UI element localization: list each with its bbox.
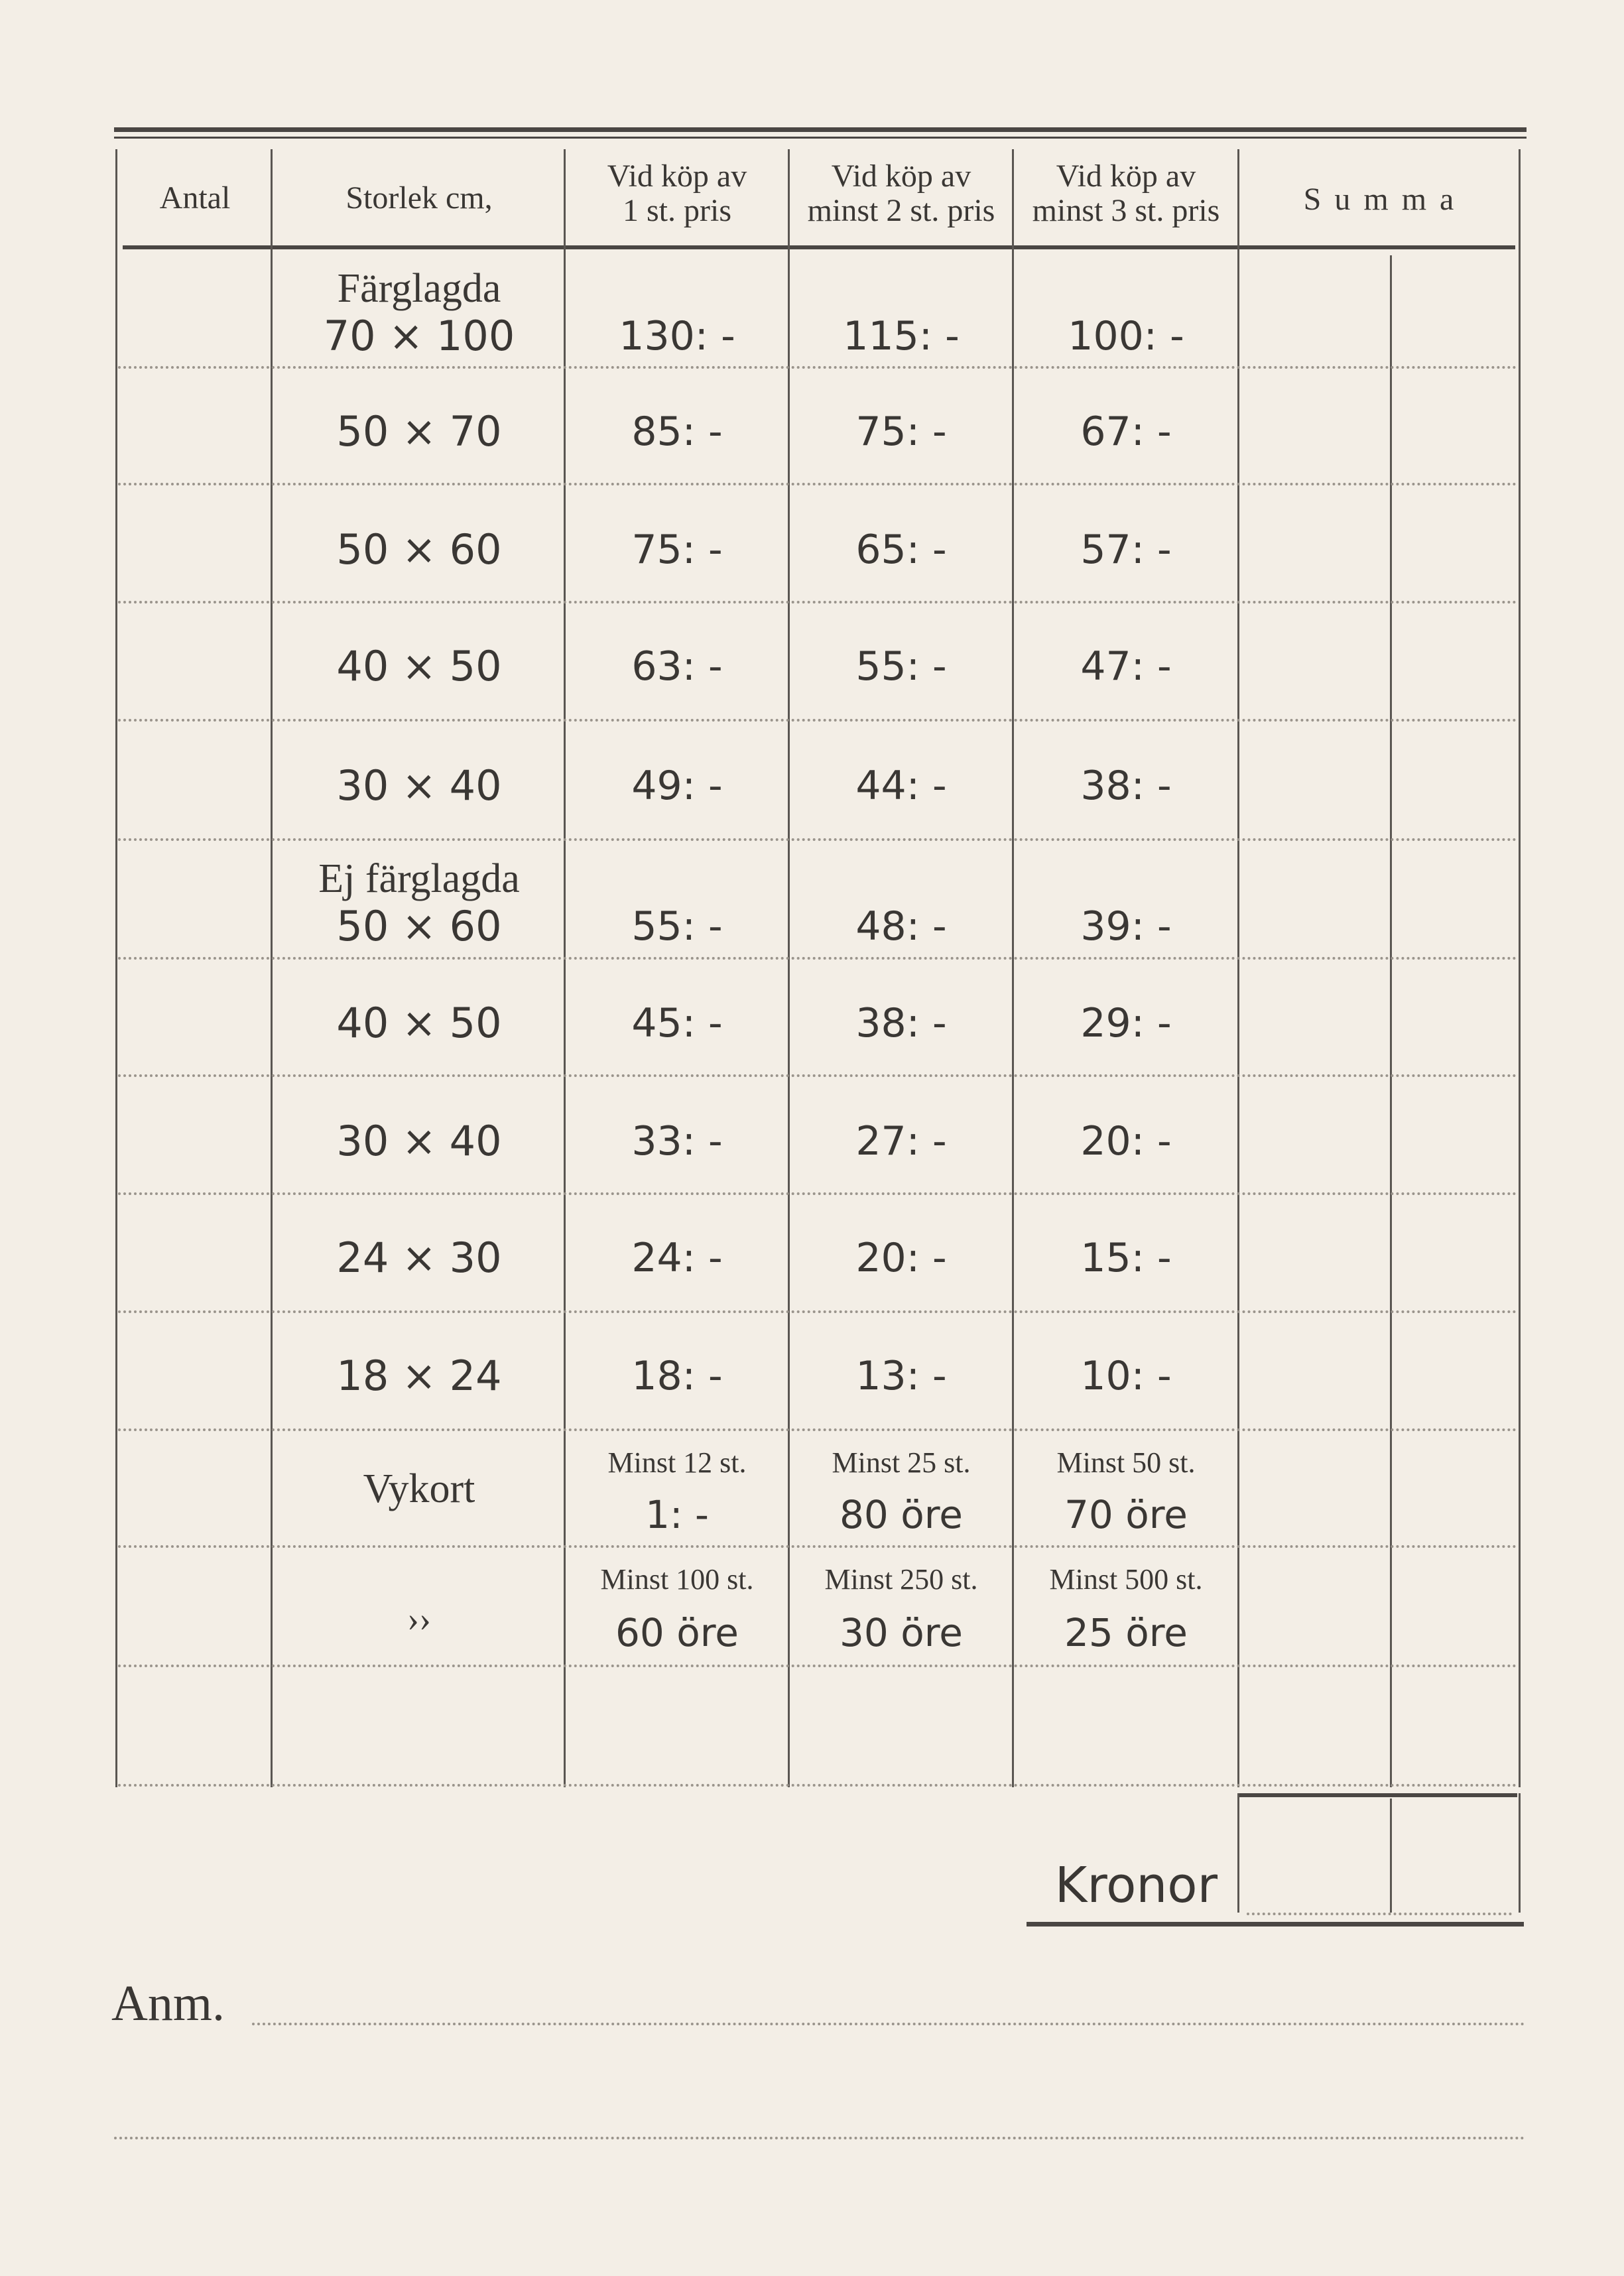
- row-sep-7: [118, 1074, 1517, 1077]
- price-cell-1: 45: -: [631, 1000, 723, 1046]
- col-line-1: [271, 149, 273, 1787]
- price-cell-2: 75: -: [855, 409, 947, 455]
- price-cell-2: 115: -: [843, 313, 960, 359]
- row-sep-9: [118, 1310, 1517, 1313]
- total-box-dots: [1247, 1913, 1512, 1915]
- row-sep-12: [118, 1665, 1517, 1667]
- price-cell-2: 55: -: [855, 643, 947, 690]
- row-sep-3: [118, 601, 1517, 603]
- row-sep-6: [118, 957, 1517, 960]
- price-cell-1: 75: -: [631, 527, 723, 573]
- price-cell-3: 20: -: [1080, 1118, 1172, 1165]
- size-cell: 30 × 40: [336, 1117, 502, 1165]
- price-cell-3: 100: -: [1068, 313, 1184, 359]
- price-cell-3: 10: -: [1080, 1353, 1172, 1399]
- price-cell-2: 27: -: [855, 1118, 947, 1165]
- price-cell-2: 48: -: [855, 903, 947, 950]
- price-cell-2: 13: -: [855, 1353, 947, 1399]
- size-cell: 50 × 70: [336, 407, 502, 456]
- row-sep-1: [118, 366, 1517, 369]
- vykort-price-1: 1: -: [645, 1492, 709, 1537]
- price-cell-3: 39: -: [1080, 903, 1172, 950]
- size-cell: 24 × 30: [336, 1233, 502, 1282]
- row-sep-11: [118, 1545, 1517, 1548]
- price-cell-1: 33: -: [631, 1118, 723, 1165]
- price-cell-3: 29: -: [1080, 1000, 1172, 1046]
- size-cell: 50 × 60: [336, 902, 502, 950]
- header-col3: [1013, 159, 1239, 228]
- row-sep-5: [118, 838, 1517, 841]
- price-cell-1: 49: -: [631, 763, 723, 809]
- top-rule-thin: [114, 137, 1527, 139]
- col-line-7: [1519, 149, 1521, 1787]
- vykort-min-5: Minst 250 st.: [824, 1563, 978, 1596]
- row-sep-13: [118, 1784, 1517, 1787]
- price-cell-3: 67: -: [1080, 409, 1172, 455]
- header-storlek: Storlek cm,: [345, 180, 493, 216]
- header-summa: S u m m a: [1303, 182, 1457, 217]
- price-cell-2: 65: -: [855, 527, 947, 573]
- vykort-price-5: 30 öre: [840, 1610, 963, 1655]
- price-cell-1: 130: -: [619, 313, 735, 359]
- col-line-0: [115, 149, 117, 1787]
- price-cell-2: 38: -: [855, 1000, 947, 1046]
- size-cell: 30 × 40: [336, 761, 502, 810]
- anm-label: Anm.: [111, 1976, 225, 2031]
- price-cell-2: 44: -: [855, 763, 947, 809]
- anm-line-2: [114, 2137, 1525, 2139]
- row-sep-10: [118, 1428, 1517, 1431]
- vykort-min-1: Minst 12 st.: [607, 1446, 747, 1479]
- anm-line-1: [252, 2023, 1525, 2025]
- header-col2: [789, 159, 1013, 228]
- col-line-2: [564, 149, 566, 1787]
- size-cell: 18 × 24: [336, 1352, 502, 1400]
- top-rule-thick: [114, 127, 1527, 132]
- size-cell: 50 × 60: [336, 525, 502, 574]
- header-col1: [565, 159, 789, 228]
- vykort-price-2: 80 öre: [840, 1492, 963, 1537]
- total-box-left: [1237, 1793, 1239, 1913]
- price-cell-3: 57: -: [1080, 527, 1172, 573]
- kronor-rule: [1027, 1922, 1524, 1927]
- price-cell-3: 38: -: [1080, 763, 1172, 809]
- total-box-top: [1239, 1793, 1517, 1797]
- vykort-min-6: Minst 500 st.: [1049, 1563, 1203, 1596]
- vykort-min-2: Minst 25 st.: [832, 1446, 971, 1479]
- header-col3-line2: minst 3 st. pris: [1032, 193, 1220, 228]
- price-cell-3: 15: -: [1080, 1235, 1172, 1281]
- row-sep-8: [118, 1192, 1517, 1195]
- header-col1-line2: 1 st. pris: [622, 193, 731, 228]
- header-rule: [123, 245, 1515, 249]
- vykort-label: Vykort: [363, 1466, 475, 1511]
- total-box-right: [1519, 1793, 1521, 1913]
- price-cell-1: 18: -: [631, 1353, 723, 1399]
- header-col2-line2: minst 2 st. pris: [807, 193, 995, 228]
- price-cell-3: 47: -: [1080, 643, 1172, 690]
- vykort-price-4: 60 öre: [615, 1610, 739, 1655]
- price-cell-1: 24: -: [631, 1235, 723, 1281]
- size-cell: 70 × 100: [323, 312, 515, 360]
- vykort-min-3: Minst 50 st.: [1056, 1446, 1196, 1479]
- col-line-5: [1237, 149, 1239, 1787]
- section-title-farglagda: Färglagda: [337, 266, 501, 311]
- row-sep-2: [118, 483, 1517, 485]
- price-cell-1: 85: -: [631, 409, 723, 455]
- vykort-price-3: 70 öre: [1064, 1492, 1188, 1537]
- col-line-3: [788, 149, 790, 1787]
- price-cell-1: 63: -: [631, 643, 723, 690]
- row-sep-4: [118, 719, 1517, 722]
- vykort-min-4: Minst 100 st.: [600, 1563, 754, 1596]
- vykort-ditto: ››: [407, 1599, 431, 1639]
- header-col3-line1: Vid köp av: [1056, 158, 1196, 194]
- header-col2-line1: Vid köp av: [831, 158, 971, 194]
- size-cell: 40 × 50: [336, 999, 502, 1047]
- header-antal: Antal: [159, 180, 231, 216]
- header-col1-line1: Vid köp av: [607, 158, 747, 194]
- col-line-4: [1012, 149, 1014, 1787]
- size-cell: 40 × 50: [336, 642, 502, 690]
- total-box-mid: [1390, 1799, 1392, 1913]
- vykort-price-6: 25 öre: [1064, 1610, 1188, 1655]
- price-cell-1: 55: -: [631, 903, 723, 950]
- section-title-ej-farglagda: Ej färglagda: [318, 856, 520, 901]
- kronor-label: Kronor: [1054, 1857, 1218, 1914]
- price-cell-2: 20: -: [855, 1235, 947, 1281]
